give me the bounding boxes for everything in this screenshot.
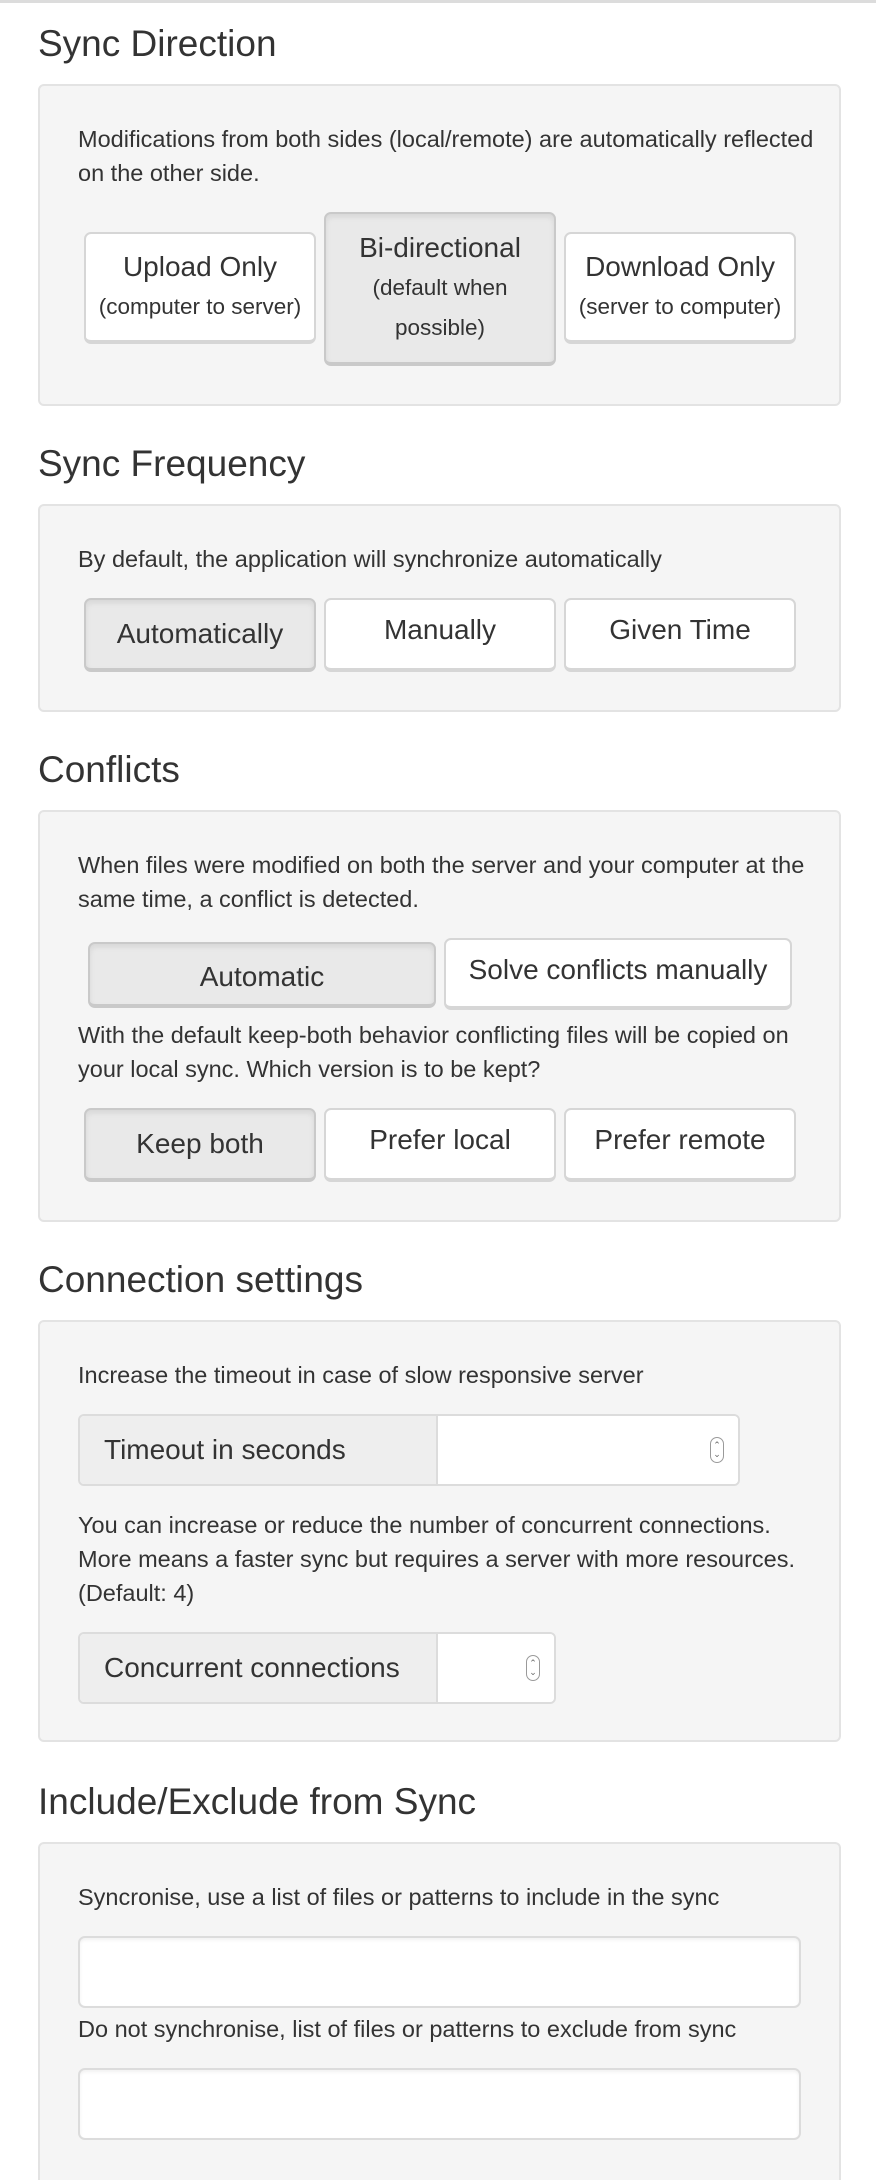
bi-directional-sublabel: (default when possible): [372, 275, 508, 340]
exclude-description: Do not synchronise, list of files or patterns to exclude from sync: [78, 2016, 737, 2042]
timeout-input[interactable]: [438, 1416, 738, 1484]
sync-direction-title: Sync Direction: [38, 23, 277, 64]
download-only-label: Download Only: [585, 251, 775, 282]
concurrency-description: You can increase or reduce the number of concurrent connections. More means a faster sync but requires a server with more resources. (Default: 4): [78, 1512, 796, 1606]
upload-only-button[interactable]: [84, 232, 316, 344]
frequency-given-time-label: Given Time: [609, 614, 751, 645]
upload-only-label: Upload Only: [122, 251, 278, 282]
timeout-description: Increase the timeout in case of slow responsive server: [78, 1362, 644, 1388]
concurrency-input-group: [78, 1632, 556, 1704]
prefer-local-button[interactable]: [324, 1108, 556, 1182]
keep-both-button[interactable]: [84, 1108, 316, 1182]
download-only-sublabel: (server to computer): [578, 294, 782, 319]
sync-frequency-description: By default, the application will synchronize automatically: [78, 546, 662, 572]
prefer-remote-button[interactable]: [564, 1108, 796, 1182]
sync-direction-description: Modifications from both sides (local/remote) are automatically reflected on the other side.: [78, 126, 814, 186]
number-spinner-icon[interactable]: ⌃ ⌄: [710, 1437, 724, 1463]
concurrency-input[interactable]: [438, 1634, 554, 1702]
frequency-manually-label: Manually: [383, 614, 497, 645]
frequency-automatically-label: Automatically: [116, 618, 284, 649]
concurrency-label: Concurrent connections: [80, 1634, 438, 1702]
frequency-automatically-button[interactable]: [84, 598, 316, 672]
upload-only-sublabel: (computer to server): [98, 294, 302, 319]
conflicts-behavior-description: With the default keep-both behavior conflicting files will be copied on your local sync. Which version is to be kept?: [78, 1022, 789, 1082]
top-divider: [0, 0, 876, 3]
include-description: Syncronise, use a list of files or patterns to include in the sync: [78, 1884, 720, 1910]
include-patterns-input[interactable]: [78, 1936, 801, 2008]
keep-both-label: Keep both: [136, 1128, 264, 1159]
conflicts-title: Conflicts: [38, 749, 180, 790]
solve-conflicts-manually-button[interactable]: [444, 938, 792, 1010]
bi-directional-button[interactable]: [324, 212, 556, 366]
download-only-button[interactable]: [564, 232, 796, 344]
timeout-input-group: [78, 1414, 740, 1486]
bi-directional-label: Bi-directional: [359, 232, 521, 263]
prefer-remote-label: Prefer remote: [594, 1124, 766, 1155]
sync-frequency-title: Sync Frequency: [38, 443, 306, 484]
number-spinner-icon[interactable]: ⌃ ⌄: [526, 1655, 540, 1681]
frequency-given-time-button[interactable]: [564, 598, 796, 672]
include-exclude-title: Include/Exclude from Sync: [38, 1781, 477, 1822]
conflicts-automatic-button[interactable]: [88, 942, 436, 1008]
exclude-patterns-input[interactable]: [78, 2068, 801, 2140]
conflicts-description: When files were modified on both the server and your computer at the same time, a conflict is detected.: [78, 852, 805, 912]
timeout-label: Timeout in seconds: [80, 1416, 438, 1484]
frequency-manually-button[interactable]: [324, 598, 556, 672]
conflicts-automatic-label: Automatic: [199, 961, 325, 992]
solve-conflicts-manually-label: Solve conflicts manually: [468, 954, 768, 985]
prefer-local-label: Prefer local: [369, 1124, 511, 1155]
connection-settings-title: Connection settings: [38, 1259, 363, 1300]
